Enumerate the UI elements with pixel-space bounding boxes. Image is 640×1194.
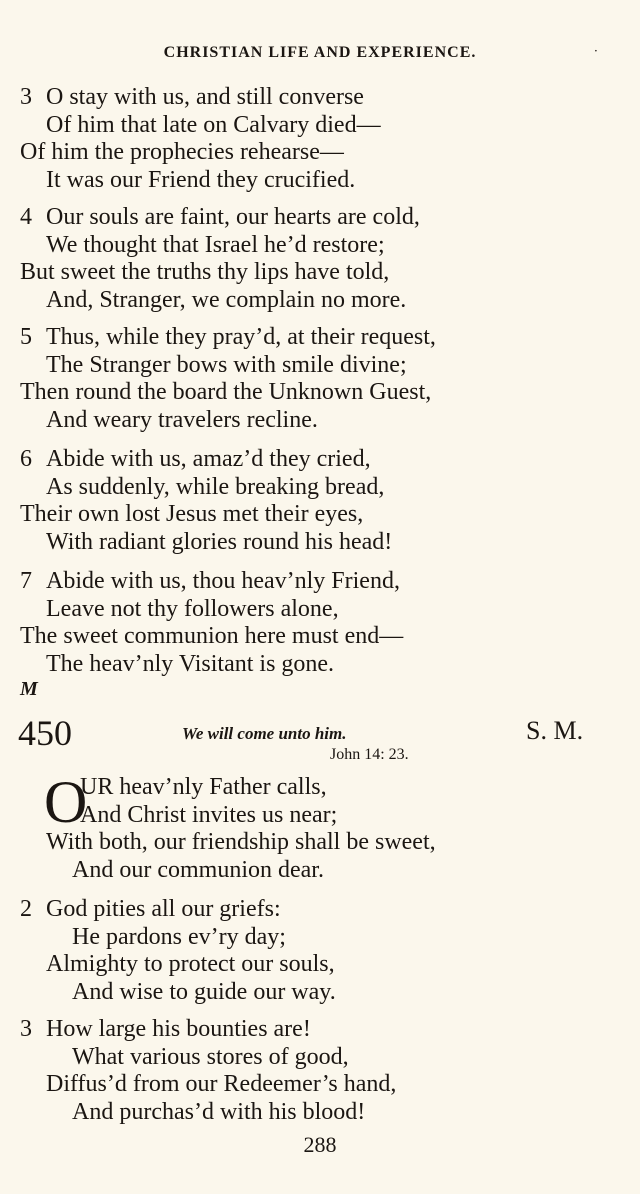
stanza-line: With radiant glories round his head! [46,528,393,555]
stanza-line: What various stores of good, [72,1043,349,1070]
stanza-line: Almighty to protect our souls, [46,951,335,977]
stanza-line: Their own lost Jesus met their eyes, [20,501,364,527]
stanza-1 [44,769,436,884]
stanza-number: 2 [20,896,32,922]
stanza-line: Of him the prophecies rehearse— [20,139,344,165]
header-mark: · [594,44,598,58]
tune-marker: M [20,678,38,700]
hymn-title: We will come unto him. [182,724,347,743]
stanza-number: 7 [20,568,32,594]
stanza-2 [20,896,630,1006]
stanza-number: 3 [20,1016,32,1042]
stanza-4 [20,204,630,314]
stanza-line: Of him that late on Calvary died— [46,111,381,138]
stanza-line: Leave not thy followers alone, [46,595,339,622]
stanza-3 [20,84,630,194]
stanza-number: 4 [20,204,32,230]
stanza-6 [20,446,630,556]
stanza-line: 3 How large his bounties are! [20,1016,311,1042]
stanza-line: 7 Abide with us, thou heav’nly Friend, [20,568,400,594]
stanza-number: 3 [20,84,32,110]
stanza-line: The heav’nly Visitant is gone. [46,650,335,677]
stanza-5 [20,324,630,434]
stanza-line: Diffus’d from our Redeemer’s hand, [46,1071,397,1097]
stanza-number: 6 [20,446,32,472]
stanza-line: But sweet the truths thy lips have told, [20,259,390,285]
page-number: 288 [303,1132,337,1157]
stanza-line: 3 O stay with us, and still converse [20,84,364,110]
stanza-line: We thought that Israel he’d restore; [46,231,385,258]
stanza-3-hymn-450 [20,1016,630,1126]
stanza-line: With both, our friendship shall be sweet, [46,829,436,855]
drop-cap: O [44,769,88,835]
running-header: CHRISTIAN LIFE AND EXPERIENCE. [163,44,477,61]
stanza-line: And weary travelers recline. [46,406,318,433]
stanza-line: And purchas’d with his blood! [72,1098,366,1125]
stanza-line: 6 Abide with us, amaz’d they cried, [20,446,371,472]
stanza-line: And wise to guide our way. [72,978,336,1005]
stanza-line: 5 Thus, while they pray’d, at their request, [20,324,436,350]
scripture-reference: John 14: 23. [330,746,409,763]
stanza-line: And Christ invites us near; [80,801,338,828]
stanza-line: It was our Friend they crucified. [46,166,356,193]
stanza-line: UR heav’nly Father calls, [80,774,327,800]
stanza-line: And, Stranger, we complain no more. [46,286,407,313]
stanza-7 [20,568,630,678]
stanza-line: 2 God pities all our griefs: [20,896,281,922]
hymn-number: 450 [18,713,72,753]
stanza-line: And our communion dear. [72,856,324,883]
stanza-line: The sweet communion here must end— [20,623,404,649]
stanza-line: He pardons ev’ry day; [72,923,286,950]
stanza-line: The Stranger bows with smile divine; [46,351,407,378]
stanza-number: 5 [20,324,32,350]
stanza-line: 4 Our souls are faint, our hearts are cold, [20,204,420,230]
hymn-meter: S. M. [526,716,584,745]
stanza-line: As suddenly, while breaking bread, [46,473,385,500]
stanza-line: Then round the board the Unknown Guest, [20,379,432,405]
